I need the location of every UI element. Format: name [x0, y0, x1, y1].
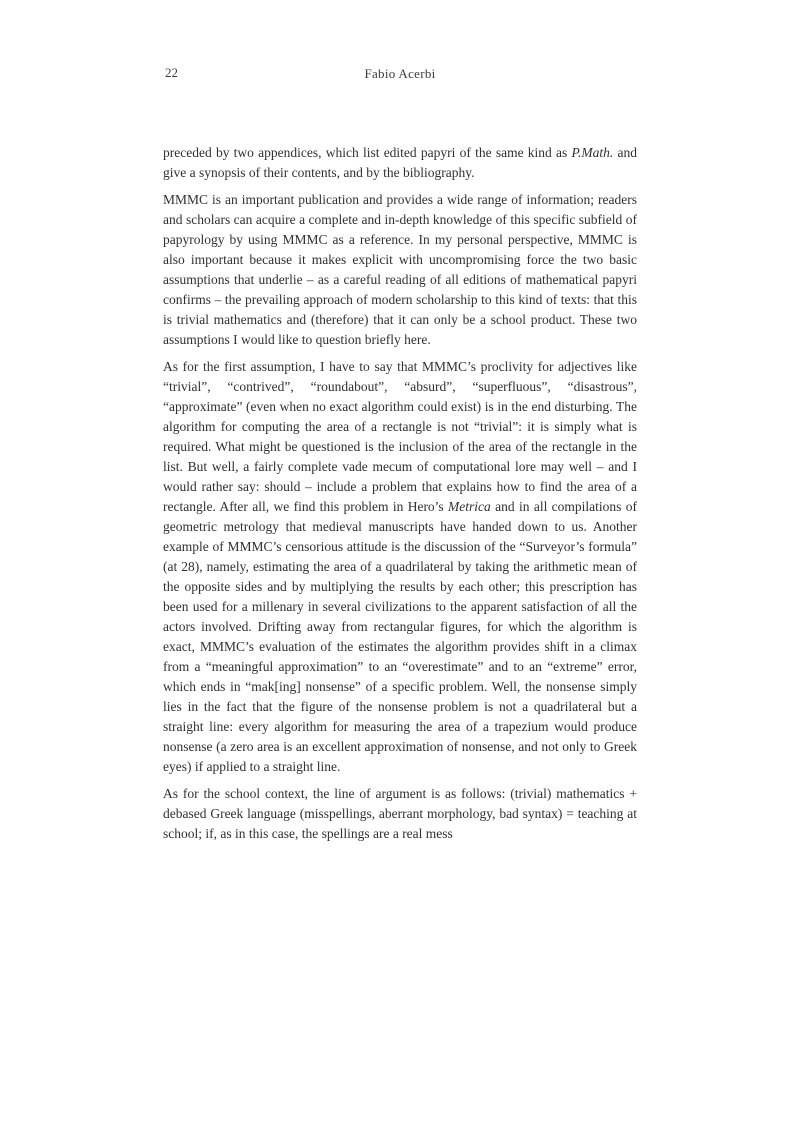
page-number: 22	[165, 65, 178, 80]
paragraph	[163, 143, 637, 183]
paragraph	[163, 357, 637, 777]
text-segment: As for the school context, the line of argument is as follows: (trivial) mathematics + debased Greek language (misspellings, aberrant morphology, bad syntax) = teaching at school; if, as in this case, the spellings are a real mess	[163, 786, 637, 841]
text-block	[163, 143, 637, 844]
text-segment: preceded by two appendices, which list edited papyri of the same kind as	[163, 145, 572, 160]
paragraph	[163, 784, 637, 844]
text-segment: MMMC is an important publication and provides a wide range of information; readers and scholars can acquire a complete and in-depth knowledge of this specific subfield of papyrology by using MMMC as a reference. In my personal perspective, MMMC is also important because it makes explicit with uncompromising force the two basic assumptions that underlie – as a careful reading of all editions of mathematical papyri confirms – the prevailing approach of modern scholarship to this kind of texts: that this is trivial mathematics and (therefore) that it can only be a school product. These two assumptions I would like to question briefly here.	[163, 192, 637, 347]
text-segment: and give a synopsis of their contents, and by the bibliography.	[163, 145, 637, 180]
italic-text: Metrica	[448, 499, 491, 514]
italic-text: P.Math.	[571, 145, 614, 160]
text-segment: and in all compilations of geometric metrology that medieval manuscripts have handed down to us. Another example of MMMC’s censorious attitude is the discussion of the “Surveyor’s formula” (at 28), namely, estimating the area of a quadrilateral by taking the arithmetic mean of the opposite sides and by multiplying the results by each other; this prescription has been used for a millenary in several civilizations to the apparent satisfaction of all the actors involved. Drifting away from rectangular figures, for which the algorithm is exact, MMMC’s evaluation of the estimates the algorithm provides shift in a climax from a “meaningful approximation” to an “overestimate” and to an “extreme” error, which ends in “mak[ing] nonsense” of a specific problem. Well, the nonsense simply lies in the fact that the figure of the nonsense problem is not a quadrilateral but a straight line: every algorithm for measuring the area of a trapezium would produce nonsense (a zero area is an excellent approximation of nonsense, and not only to Greek eyes) if applied to a straight line.	[163, 499, 637, 774]
page-header	[163, 65, 637, 83]
text-segment: As for the first assumption, I have to say that MMMC’s proclivity for adjectives like “trivial”, “contrived”, “roundabout”, “absurd”, “superfluous”, “disastrous”, “approximate” (even when no exact algorithm could exist) is in the end disturbing. The algorithm for computing the area of a rectangle is not “trivial”: it is simply what is required. What might be questioned is the inclusion of the area of the rectangle in the list. But well, a fairly complete vade mecum of computational lore may well – and I would rather say: should – include a problem that explains how to find the area of a rectangle. After all, we find this problem in Hero’s	[163, 359, 637, 514]
paragraph	[163, 190, 637, 350]
running-head: Fabio Acerbi	[364, 66, 436, 81]
